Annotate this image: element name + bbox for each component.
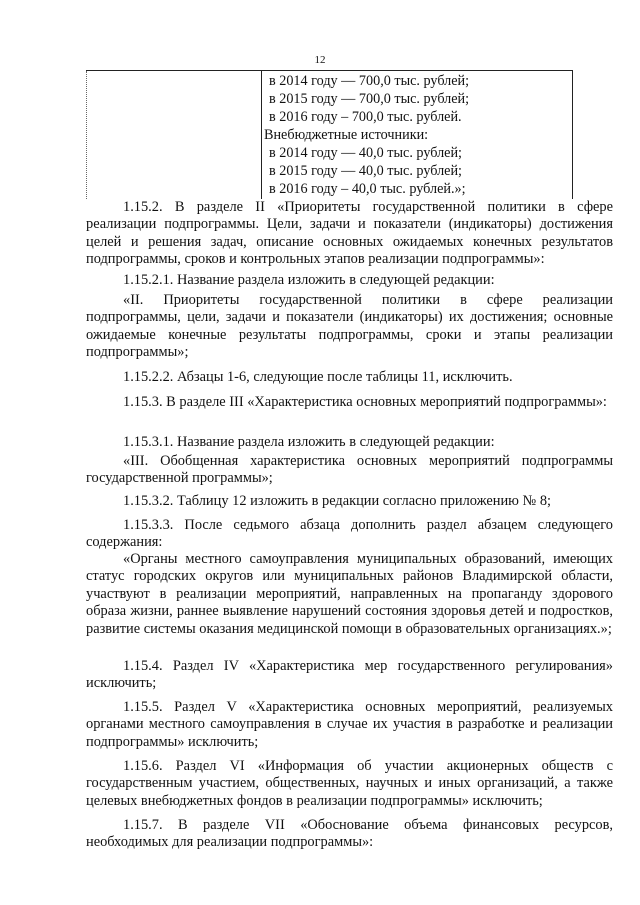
paragraph-section-ii-title: «II. Приоритеты государственной политики в сфере реализации подпрограммы, цели, задачи и показатели (индикаторы) их достижения; основные ожидаемые конечные результаты подпрограммы, сроки и этапы реализации подпрограммы»; (86, 292, 613, 361)
table-line: в 2016 году – 700,0 тыс. рублей. (269, 109, 462, 125)
paragraph-1-15-2-2: 1.15.2.2. Абзацы 1-6, следующие после таблицы 11, исключить. (123, 369, 513, 385)
paragraph-organs-quote: «Органы местного самоуправления муниципальных образований, имеющих статус городских округов или муниципальных районов Владимирской области, участвуют в реализации мероприятий, направленных на пропаганду здорового образа жизни, раннее выявление нарушений состояния здоровья детей и подростков, развитие системы оказания медицинской помощи в образовательных организациях.»; (86, 551, 613, 637)
table-line: Внебюджетные источники: (264, 127, 429, 143)
table-line: в 2016 году – 40,0 тыс. рублей.»; (269, 181, 466, 197)
paragraph-1-15-3-1: 1.15.3.1. Название раздела изложить в следующей редакции: (123, 434, 495, 450)
paragraph-1-15-5: 1.15.5. Раздел V «Характеристика основных мероприятий, реализуемых органами местного самоуправления в случае их участия в разработке и реализации подпрограммы» исключить; (86, 699, 613, 750)
paragraph-1-15-2-1: 1.15.2.1. Название раздела изложить в следующей редакции: (123, 272, 495, 288)
table-right-cell (261, 71, 573, 199)
table-line: в 2014 году — 700,0 тыс. рублей; (269, 73, 470, 89)
paragraph-section-iii-title: «III. Обобщенная характеристика основных мероприятий подпрограммы государственной программы»; (86, 453, 613, 487)
funding-table (86, 70, 573, 199)
paragraph-1-15-4: 1.15.4. Раздел IV «Характеристика мер государственного регулирования» исключить; (86, 658, 613, 692)
page-number: 12 (314, 54, 326, 66)
paragraph-1-15-3-3: 1.15.3.3. После седьмого абзаца дополнить раздел абзацем следующего содержания: (86, 517, 613, 551)
table-line: в 2015 году — 40,0 тыс. рублей; (269, 163, 462, 179)
paragraph-1-15-3-2: 1.15.3.2. Таблицу 12 изложить в редакции согласно приложению № 8; (123, 493, 552, 509)
table-left-cell (86, 71, 262, 199)
table-line: в 2014 году — 40,0 тыс. рублей; (269, 145, 462, 161)
paragraph-1-15-7: 1.15.7. В разделе VII «Обоснование объема финансовых ресурсов, необходимых для реализации подпрограммы»: (86, 817, 613, 851)
paragraph-1-15-6: 1.15.6. Раздел VI «Информация об участии акционерных обществ с государственным участием, общественных, научных и иных организаций, а также целевых внебюджетных фондов в реализации подпрограммы» исключить; (86, 758, 613, 809)
table-line: в 2015 году — 700,0 тыс. рублей; (269, 91, 470, 107)
paragraph-1-15-3: 1.15.3. В разделе III «Характеристика основных мероприятий подпрограммы»: (123, 394, 607, 410)
paragraph-1-15-2: 1.15.2. В разделе II «Приоритеты государственной политики в сфере реализации подпрограммы. Цели, задачи и показатели (индикаторы) достижения целей и решения задач, описание основных ожидаемых конечных результатов подпрограммы, сроков и контрольных этапов реализации подпрограммы»: (86, 199, 613, 268)
